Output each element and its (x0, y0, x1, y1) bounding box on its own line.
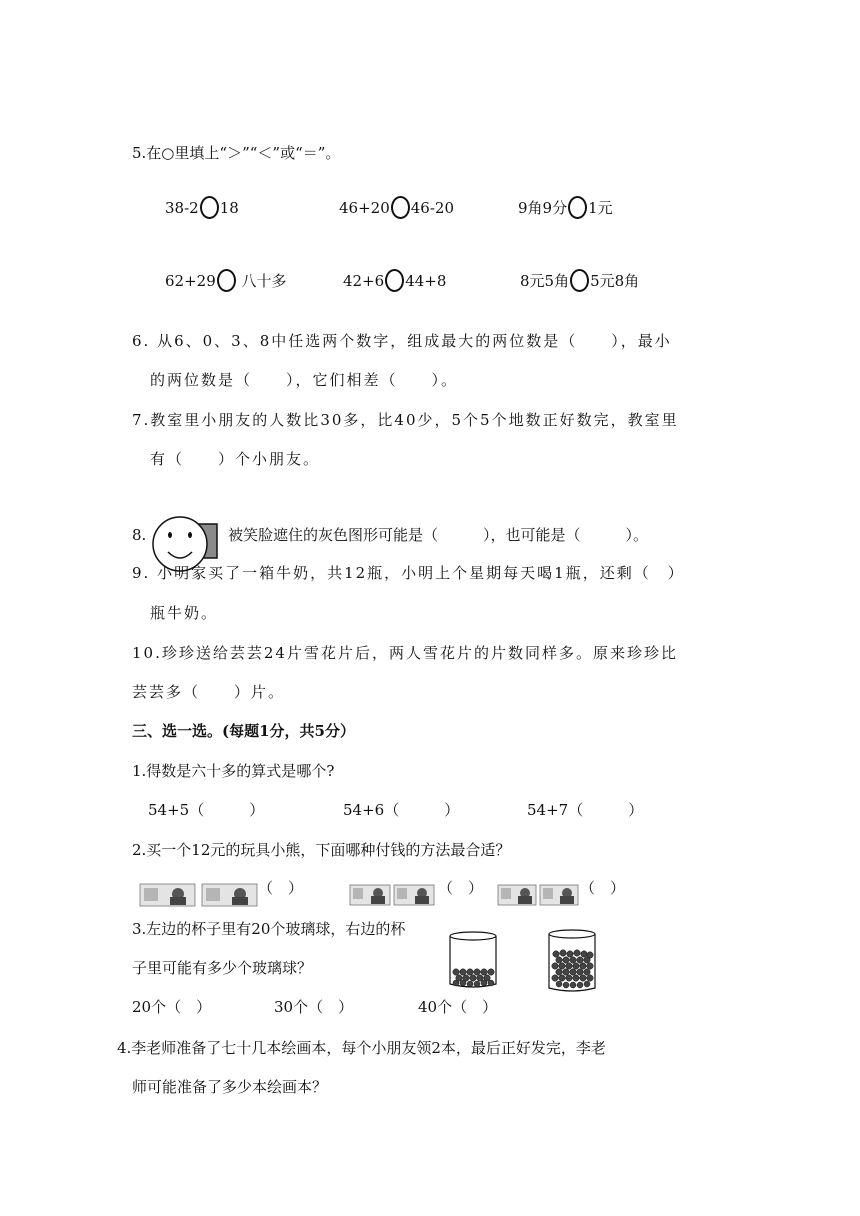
q9-line2: 瓶牛奶。 (150, 604, 219, 622)
banknote-group (498, 882, 580, 908)
q8-number: 8. (132, 526, 147, 544)
blank-circle-icon[interactable] (217, 269, 236, 292)
compare-right: 18 (219, 199, 239, 217)
compare-right: 46-20 (410, 199, 454, 217)
q6-line2: 的两位数是（ ），它们相差（ ）。 (150, 371, 459, 389)
section-heading: 三、选一选。(每题1分，共5分） (132, 722, 355, 740)
compare-left: 42+6 (343, 272, 385, 290)
compare-item (339, 196, 454, 219)
s3-line1: 3.左边的杯子里有20个玻璃球，右边的杯 (132, 920, 406, 938)
s1-option[interactable]: 54+6（ ） (343, 801, 460, 819)
banknote-icon (394, 885, 434, 905)
compare-left: 38-2 (165, 199, 199, 217)
compare-left: 9角9分 (518, 199, 568, 217)
s3-option[interactable]: 30个（ ） (274, 998, 354, 1016)
compare-left: 8元5角 (520, 272, 570, 290)
compare-left: 46+20 (339, 199, 390, 217)
glass-jar-left (446, 930, 506, 990)
blank-circle-icon[interactable] (568, 196, 587, 219)
compare-right: 八十多 (236, 272, 287, 290)
s2-blank[interactable]: （ ） (580, 879, 626, 897)
compare-item (343, 269, 446, 292)
banknote-icon (350, 885, 390, 905)
banknote-group (140, 882, 260, 908)
compare-item (165, 196, 239, 219)
s4-line2: 师可能准备了多少本绘画本？ (132, 1078, 328, 1096)
banknote-icon (498, 885, 536, 905)
q6-line1: 6. 从6、0、3、8中任选两个数字，组成最大的两位数是（ ），最小 (132, 332, 672, 350)
glass-ball-cluster (552, 950, 593, 988)
q7-line1: 7.教室里小朋友的人数比30多，比40少，5个5个地数正好数完，教室里 (132, 411, 679, 429)
s2-blank[interactable]: （ ） (438, 879, 484, 897)
compare-item (520, 269, 639, 292)
glass-ball-cluster (453, 969, 494, 987)
banknote-group (350, 882, 440, 908)
s2-question: 2.买一个12元的玩具小熊，下面哪种付钱的方法最合适？ (132, 841, 511, 859)
q5-title: 5.在○里填上“＞”“＜”或“＝”。 (132, 144, 341, 162)
blank-circle-icon[interactable] (385, 269, 404, 292)
s3-option[interactable]: 20个（ ） (132, 998, 212, 1016)
s4-line1: 4.李老师准备了七十几本绘画本，每个小朋友领2本，最后正好发完，李老 (117, 1039, 606, 1057)
compare-item (518, 196, 613, 219)
compare-right: 1元 (588, 199, 613, 217)
s1-question: 1.得数是六十多的算式是哪个? (132, 762, 335, 780)
blank-circle-icon[interactable] (200, 196, 219, 219)
banknote-icon (202, 884, 257, 906)
q7-line2: 有（ ）个小朋友。 (150, 450, 321, 468)
s1-option[interactable]: 54+5（ ） (148, 801, 265, 819)
banknote-icon (540, 885, 578, 905)
q9-line1: 9. 小明家买了一箱牛奶，共12瓶，小明上个星期每天喝1瓶，还剩（ ） (132, 564, 685, 582)
s1-option[interactable]: 54+7（ ） (527, 801, 644, 819)
blank-circle-icon[interactable] (570, 269, 589, 292)
compare-right: 44+8 (405, 272, 447, 290)
compare-item (165, 269, 287, 292)
q10-line2: 芸芸多（ ）片。 (132, 683, 286, 701)
blank-circle-icon[interactable] (391, 196, 410, 219)
compare-left: 62+29 (165, 272, 216, 290)
banknote-icon (140, 884, 195, 906)
s2-blank[interactable]: （ ） (258, 879, 304, 897)
s3-option[interactable]: 40个（ ） (418, 998, 498, 1016)
q10-line1: 10.珍珍送给芸芸24片雪花片后，两人雪花片的片数同样多。原来珍珍比 (132, 644, 678, 662)
glass-jar-right (545, 928, 605, 994)
compare-right: 5元8角 (590, 272, 640, 290)
q8-text: 被笑脸遮住的灰色图形可能是（ ），也可能是（ ）。 (228, 526, 649, 544)
s3-line2: 子里可能有多少个玻璃球？ (132, 959, 313, 977)
